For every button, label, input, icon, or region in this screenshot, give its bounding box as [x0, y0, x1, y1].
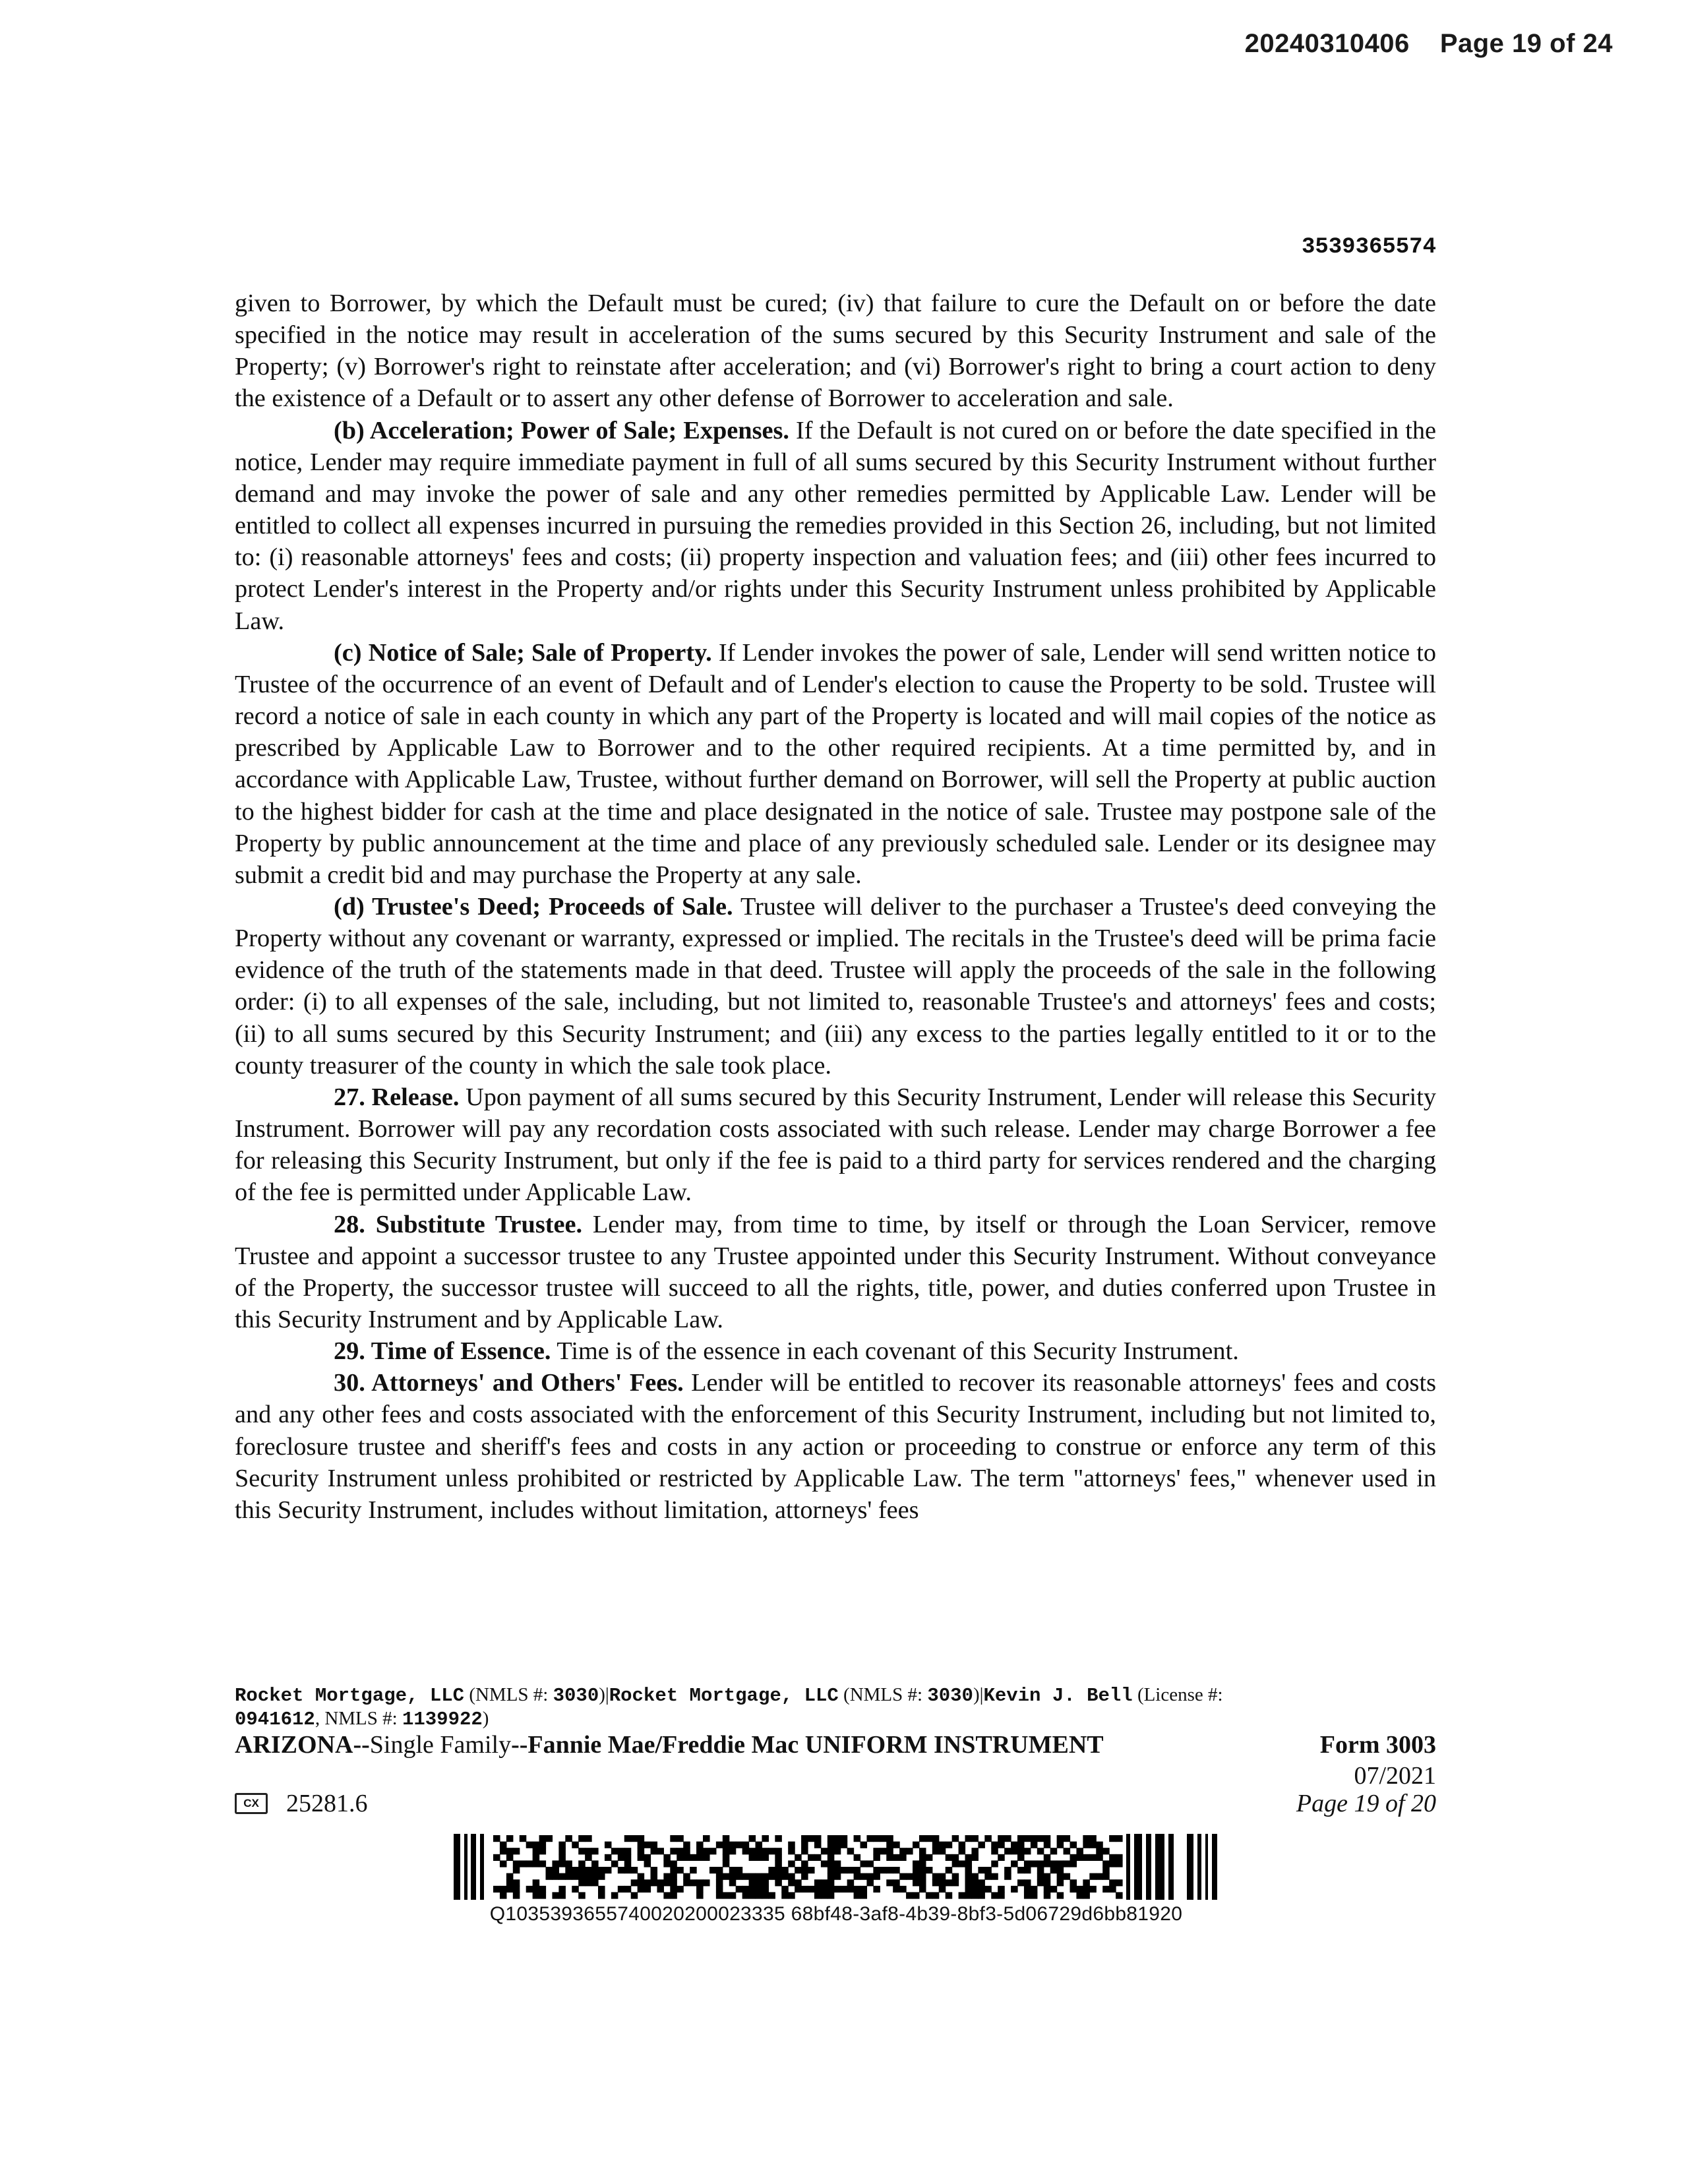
footer-lender-info — [235, 1684, 1436, 1731]
paragraph-trustees-deed — [235, 891, 1436, 1081]
paragraph-heading: (c) Notice of Sale; Sale of Property. — [334, 638, 712, 667]
close-paren: ) — [973, 1684, 980, 1705]
paragraph-heading: 30. Attorneys' and Others' Fees. — [334, 1369, 684, 1397]
form-code-line — [235, 1788, 368, 1819]
loan-number: 3539365574 — [1301, 235, 1436, 260]
paragraph-heading: (d) Trustee's Deed; Proceeds of Sale. — [334, 892, 733, 921]
paragraph-text: Trustee will deliver to the purchaser a Trustee's deed conveying the Property without any covenant or warranty, expressed or implied. The recitals in the Trustee's deed will be prima facie evidence of the truth of the statements made in that deed. Trustee will apply the proceeds of the sale in the following order: (i) to all expenses of the sale, including, but not limited to, reasonable Trustee's and attorneys' fees and costs; (ii) to all sums secured by this Security Instrument; and (iii) any excess to the parties legally entitled to it or to the county treasurer of the county in which the sale took place. — [235, 892, 1436, 1079]
paragraph-text: Lender will be entitled to recover its reasonable attorneys' fees and costs and any other fees and costs associated with the enforcement of this Security Instrument, including but not limited to, foreclosure trustee and sheriff's fees and costs in any action or proceeding to construe or enforce any term of this Security Instrument unless prohibited or restricted by Applicable Law. The term "attorneys' fees," whenever used in this Security Instrument, includes without limitation, attorneys' fees — [235, 1369, 1436, 1524]
paragraph-heading: 29. Time of Essence. — [334, 1337, 551, 1366]
recording-page-label: Page 19 of 24 — [1439, 29, 1613, 58]
document-body — [235, 288, 1436, 1526]
lender-name: Rocket Mortgage, LLC — [609, 1685, 839, 1707]
close-paren: ) — [599, 1684, 605, 1705]
barcode-text: Q1035393655740020200023335 68bf48-3af8-4b39-8bf3-5d06729d6bb81920 — [489, 1903, 1183, 1925]
paragraph-text: If the Default is not cured on or before the date specified in the notice, Lender may require immediate payment in full of all sums secured by this Security Instrument without further demand and may invoke the power of sale and any other remedies permitted by Applicable Law. Lender will be entitled to collect all expenses incurred in pursuing the remedies provided in this Section 26, including, but not limited to: (i) reasonable attorneys' fees and costs; (ii) property inspection and valuation fees; and (iii) other fees incurred to protect Lender's interest in the Property and/or rights under this Security Instrument unless prohibited by Applicable Law. — [235, 416, 1436, 635]
paragraph-heading: 27. Release. — [334, 1083, 460, 1111]
originator-name: Kevin J. Bell — [983, 1685, 1133, 1707]
paragraph-text: If Lender invokes the power of sale, Lender will send written notice to Trustee of the occurrence of an event of Default and of Lender's election to cause the Property to be sold. Trustee will record a notice of sale in each county in which any part of the Property is located and will mail copies of the notice as prescribed by Applicable Law to Borrower and to the other required recipients. At a time permitted by, and in accordance with Applicable Law, Trustee, without further demand on Borrower, will sell the Property at public auction to the highest bidder for cash at the time and place designated in the notice of sale. Trustee may postpone sale of the Property by public announcement at the time and place of any previously scheduled sale. Lender or its designee may submit a credit bid and may purchase the Property at any sale. — [235, 638, 1436, 889]
form-code: 25281.6 — [286, 1790, 368, 1817]
state-name: ARIZONA — [235, 1731, 353, 1759]
paragraph-notice-of-sale — [235, 637, 1436, 891]
paragraph-continuation — [235, 288, 1436, 415]
nmls-label: (NMLS #: — [838, 1684, 928, 1705]
cx-icon: CX — [235, 1793, 268, 1814]
separator: | — [605, 1684, 609, 1705]
paragraph-heading: 28. Substitute Trustee. — [334, 1210, 583, 1238]
dash: -- — [353, 1731, 370, 1759]
paragraph-time-of-essence — [235, 1335, 1436, 1367]
barcode-icon — [454, 1834, 1219, 1900]
paragraph-attorneys-fees — [235, 1367, 1436, 1526]
dash: -- — [511, 1731, 528, 1759]
originator-nmls: 1139922 — [402, 1709, 483, 1730]
paragraph-text: Time is of the essence in each covenant of this Security Instrument. — [551, 1337, 1239, 1366]
paragraph-release — [235, 1081, 1436, 1209]
nmls-label: (NMLS #: — [464, 1684, 553, 1705]
separator: | — [979, 1684, 984, 1705]
paragraph-text: Lender may, from time to time, by itself or through the Loan Servicer, remove Trustee and appoint a successor trustee to any Trustee appointed under this Security Instrument. Without conveyance of the Property, the successor trustee will succeed to all the rights, title, power, and duties conferred upon Trustee in this Security Instrument and by Applicable Law. — [235, 1210, 1436, 1333]
paragraph-text: Upon payment of all sums secured by this Security Instrument, Lender will release this Security Instrument. Borrower will pay any recordation costs associated with such release. Lender may charge Borrower a fee for releasing this Security Instrument, but only if the fee is paid to a third party for services rendered and the charging of the fee is permitted under Applicable Law. — [235, 1083, 1436, 1207]
lender-name: Rocket Mortgage, LLC — [235, 1685, 465, 1707]
paragraph-substitute-trustee — [235, 1209, 1436, 1336]
paragraph-acceleration — [235, 415, 1436, 637]
page-of-pages: Page 19 of 20 — [1296, 1790, 1436, 1817]
nmls-label: , NMLS #: — [315, 1708, 402, 1729]
instrument-title: Fannie Mae/Freddie Mac UNIFORM INSTRUMENT — [528, 1731, 1104, 1759]
form-title-line — [235, 1730, 1436, 1760]
form-date: 07/2021 — [1354, 1762, 1436, 1790]
recording-header — [1245, 29, 1613, 59]
paragraph-text: given to Borrower, by which the Default must be cured; (iv) that failure to cure the Default on or before the date specified in the notice may result in acceleration of the sums secured by this Security Instrument and sale of the Property; (v) Borrower's right to reinstate after acceleration; and (vi) Borrower's right to bring a court action to deny the existence of a Default or to assert any other defense of Borrower to acceleration and sale. — [235, 289, 1436, 413]
originator-license: 0941612 — [235, 1709, 315, 1730]
paragraph-heading: (b) Acceleration; Power of Sale; Expenses. — [334, 416, 789, 444]
close-paren: ) — [482, 1708, 489, 1729]
form-number: Form 3003 — [1319, 1731, 1436, 1759]
property-type: Single Family — [369, 1731, 512, 1759]
lender-nmls: 3030 — [927, 1685, 973, 1707]
lender-nmls: 3030 — [553, 1685, 599, 1707]
license-label: (License #: — [1132, 1684, 1223, 1705]
recording-number: 20240310406 — [1244, 29, 1410, 58]
